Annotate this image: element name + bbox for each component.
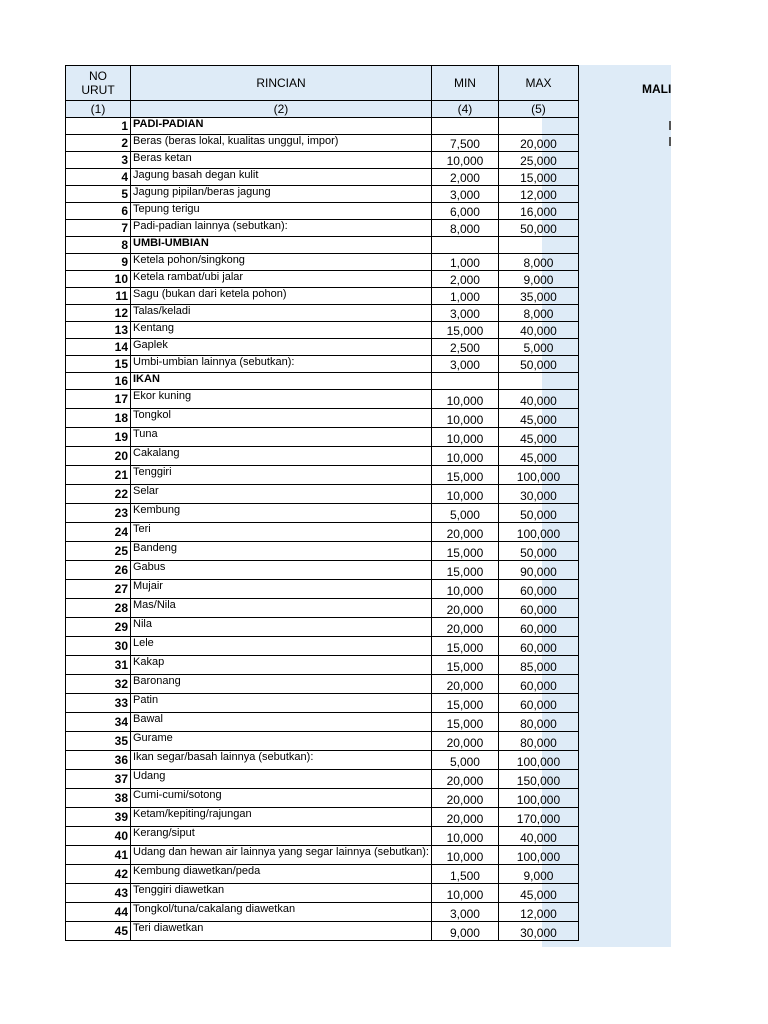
min-price-cell[interactable]: 5,000 [431, 504, 498, 523]
row-number-cell[interactable]: 1 [66, 118, 131, 135]
max-price-cell[interactable]: 45,000 [498, 409, 578, 428]
table-row [66, 390, 579, 409]
subheader-row [66, 101, 579, 118]
max-price-cell[interactable]: 50,000 [498, 220, 578, 237]
min-price-cell[interactable]: 10,000 [431, 447, 498, 466]
header-rincian[interactable]: RINCIAN [131, 66, 432, 101]
table-row [66, 884, 579, 903]
item-name-cell[interactable]: Kerang/siput [131, 827, 432, 846]
item-name-cell[interactable]: Jagung basah degan kulit [131, 169, 432, 186]
row-number-cell[interactable]: 18 [66, 409, 131, 428]
item-name-cell[interactable]: Kembung [131, 504, 432, 523]
price-table [65, 65, 579, 941]
item-name-cell[interactable]: Gurame [131, 732, 432, 751]
row-number-cell[interactable]: 12 [66, 305, 131, 322]
max-price-cell[interactable]: 150,000 [498, 770, 578, 789]
item-name-cell[interactable]: Tuna [131, 428, 432, 447]
item-name-cell[interactable]: Padi-padian lainnya (sebutkan): [131, 220, 432, 237]
item-name-cell[interactable]: Ketela rambat/ubi jalar [131, 271, 432, 288]
item-name-cell[interactable]: Sagu (bukan dari ketela pohon) [131, 288, 432, 305]
row-number-cell[interactable]: 25 [66, 542, 131, 561]
min-price-cell[interactable]: 15,000 [431, 322, 498, 339]
max-price-cell[interactable]: 45,000 [498, 884, 578, 903]
max-price-cell[interactable]: 80,000 [498, 713, 578, 732]
row-number-cell[interactable]: 36 [66, 751, 131, 770]
clipped-text-mark [669, 121, 671, 130]
min-price-cell[interactable]: 20,000 [431, 523, 498, 542]
table-row [66, 656, 579, 675]
max-price-cell[interactable]: 40,000 [498, 827, 578, 846]
row-number-cell[interactable]: 14 [66, 339, 131, 356]
row-number-cell[interactable]: 10 [66, 271, 131, 288]
max-price-cell[interactable]: 5,000 [498, 339, 578, 356]
row-number-cell[interactable]: 44 [66, 903, 131, 922]
row-number-cell[interactable]: 37 [66, 770, 131, 789]
row-number-cell[interactable]: 26 [66, 561, 131, 580]
row-number-cell[interactable]: 29 [66, 618, 131, 637]
min-price-cell[interactable]: 20,000 [431, 599, 498, 618]
row-number-cell[interactable]: 28 [66, 599, 131, 618]
table-row [66, 751, 579, 770]
header-max[interactable]: MAX [498, 66, 578, 101]
min-price-cell[interactable]: 7,500 [431, 135, 498, 152]
item-name-cell[interactable]: Udang dan hewan air lainnya yang segar lainnya (sebutkan): [131, 846, 432, 865]
min-price-cell[interactable]: 15,000 [431, 713, 498, 732]
max-price-cell[interactable]: 50,000 [498, 356, 578, 373]
min-price-cell[interactable]: 20,000 [431, 732, 498, 751]
item-name-cell[interactable]: Bawal [131, 713, 432, 732]
item-name-cell[interactable]: Udang [131, 770, 432, 789]
max-price-cell[interactable]: 60,000 [498, 694, 578, 713]
row-number-cell[interactable]: 27 [66, 580, 131, 599]
item-name-cell[interactable]: Kentang [131, 322, 432, 339]
max-price-cell[interactable]: 60,000 [498, 675, 578, 694]
row-number-cell[interactable]: 22 [66, 485, 131, 504]
price-table-sheet [65, 65, 579, 941]
table-row [66, 846, 579, 865]
max-price-cell[interactable]: 40,000 [498, 390, 578, 409]
category-cell[interactable]: UMBI-UMBIAN [131, 237, 432, 254]
max-price-cell[interactable] [498, 237, 578, 254]
row-number-cell[interactable]: 40 [66, 827, 131, 846]
row-number-cell[interactable]: 19 [66, 428, 131, 447]
min-price-cell[interactable]: 10,000 [431, 409, 498, 428]
min-price-cell[interactable]: 20,000 [431, 808, 498, 827]
max-price-cell[interactable]: 15,000 [498, 169, 578, 186]
max-price-cell[interactable]: 8,000 [498, 305, 578, 322]
max-price-cell[interactable]: 100,000 [498, 846, 578, 865]
table-row [66, 254, 579, 271]
row-number-cell[interactable]: 13 [66, 322, 131, 339]
max-price-cell[interactable]: 100,000 [498, 523, 578, 542]
table-row [66, 732, 579, 751]
min-price-cell[interactable]: 15,000 [431, 637, 498, 656]
item-name-cell[interactable]: Tenggiri diawetkan [131, 884, 432, 903]
min-price-cell[interactable]: 2,000 [431, 169, 498, 186]
table-row [66, 504, 579, 523]
min-price-cell[interactable]: 20,000 [431, 789, 498, 808]
subheader-max[interactable]: (5) [498, 101, 578, 118]
row-number-cell[interactable]: 23 [66, 504, 131, 523]
item-name-cell[interactable]: Ikan segar/basah lainnya (sebutkan): [131, 751, 432, 770]
max-price-cell[interactable]: 16,000 [498, 203, 578, 220]
min-price-cell[interactable]: 20,000 [431, 770, 498, 789]
max-price-cell[interactable]: 30,000 [498, 922, 578, 941]
min-price-cell[interactable]: 8,000 [431, 220, 498, 237]
table-row [66, 169, 579, 186]
item-name-cell[interactable]: Lele [131, 637, 432, 656]
item-name-cell[interactable]: Cumi-cumi/sotong [131, 789, 432, 808]
item-name-cell[interactable]: Bandeng [131, 542, 432, 561]
max-price-cell[interactable]: 60,000 [498, 618, 578, 637]
table-row [66, 903, 579, 922]
table-row [66, 865, 579, 884]
item-name-cell[interactable]: Gaplek [131, 339, 432, 356]
item-name-cell[interactable]: Mas/Nila [131, 599, 432, 618]
max-price-cell[interactable]: 100,000 [498, 466, 578, 485]
table-row [66, 135, 579, 152]
subheader-rincian[interactable]: (2) [131, 101, 432, 118]
table-row [66, 542, 579, 561]
max-price-cell[interactable]: 25,000 [498, 152, 578, 169]
row-number-cell[interactable]: 31 [66, 656, 131, 675]
min-price-cell[interactable]: 15,000 [431, 561, 498, 580]
header-min[interactable]: MIN [431, 66, 498, 101]
table-row [66, 118, 579, 135]
subheader-no[interactable]: (1) [66, 101, 131, 118]
table-row [66, 237, 579, 254]
min-price-cell[interactable]: 15,000 [431, 656, 498, 675]
table-row [66, 356, 579, 373]
clipped-text-mark [669, 137, 671, 146]
max-price-cell[interactable]: 85,000 [498, 656, 578, 675]
row-number-cell[interactable]: 33 [66, 694, 131, 713]
row-number-cell[interactable]: 9 [66, 254, 131, 271]
max-price-cell[interactable]: 45,000 [498, 428, 578, 447]
min-price-cell[interactable]: 3,000 [431, 305, 498, 322]
row-number-cell[interactable]: 41 [66, 846, 131, 865]
item-name-cell[interactable]: Kakap [131, 656, 432, 675]
item-name-cell[interactable]: Cakalang [131, 447, 432, 466]
table-row [66, 447, 579, 466]
row-number-cell[interactable]: 43 [66, 884, 131, 903]
table-row [66, 322, 579, 339]
min-price-cell[interactable]: 10,000 [431, 152, 498, 169]
max-price-cell[interactable]: 50,000 [498, 504, 578, 523]
side-panel-label: MALI [642, 82, 672, 96]
max-price-cell[interactable]: 100,000 [498, 751, 578, 770]
item-name-cell[interactable]: Tongkol [131, 409, 432, 428]
row-number-cell[interactable]: 3 [66, 152, 131, 169]
row-number-cell[interactable]: 8 [66, 237, 131, 254]
row-number-cell[interactable]: 2 [66, 135, 131, 152]
table-row [66, 186, 579, 203]
max-price-cell[interactable]: 50,000 [498, 542, 578, 561]
item-name-cell[interactable]: Beras ketan [131, 152, 432, 169]
table-row [66, 827, 579, 846]
row-number-cell[interactable]: 42 [66, 865, 131, 884]
max-price-cell[interactable] [498, 373, 578, 390]
max-price-cell[interactable]: 40,000 [498, 322, 578, 339]
item-name-cell[interactable]: Selar [131, 485, 432, 504]
table-row [66, 694, 579, 713]
min-price-cell[interactable]: 5,000 [431, 751, 498, 770]
min-price-cell[interactable]: 20,000 [431, 675, 498, 694]
row-number-cell[interactable]: 24 [66, 523, 131, 542]
table-row [66, 637, 579, 656]
min-price-cell[interactable]: 2,500 [431, 339, 498, 356]
subheader-min[interactable]: (4) [431, 101, 498, 118]
min-price-cell[interactable]: 10,000 [431, 827, 498, 846]
item-name-cell[interactable]: Baronang [131, 675, 432, 694]
min-price-cell[interactable]: 1,000 [431, 254, 498, 271]
table-row [66, 561, 579, 580]
category-cell[interactable]: IKAN [131, 373, 432, 390]
min-price-cell[interactable]: 10,000 [431, 390, 498, 409]
min-price-cell[interactable]: 3,000 [431, 186, 498, 203]
row-number-cell[interactable]: 30 [66, 637, 131, 656]
min-price-cell[interactable]: 10,000 [431, 884, 498, 903]
table-row [66, 789, 579, 808]
table-row [66, 523, 579, 542]
max-price-cell[interactable]: 170,000 [498, 808, 578, 827]
item-name-cell[interactable]: Umbi-umbian lainnya (sebutkan): [131, 356, 432, 373]
min-price-cell[interactable]: 2,000 [431, 271, 498, 288]
min-price-cell[interactable]: 15,000 [431, 694, 498, 713]
table-row [66, 373, 579, 390]
row-number-cell[interactable]: 34 [66, 713, 131, 732]
item-name-cell[interactable]: Talas/keladi [131, 305, 432, 322]
min-price-cell[interactable]: 9,000 [431, 922, 498, 941]
row-number-cell[interactable]: 39 [66, 808, 131, 827]
min-price-cell[interactable]: 10,000 [431, 580, 498, 599]
item-name-cell[interactable]: Tepung terigu [131, 203, 432, 220]
row-number-cell[interactable]: 21 [66, 466, 131, 485]
category-cell[interactable]: PADI-PADIAN [131, 118, 432, 135]
table-row [66, 580, 579, 599]
max-price-cell[interactable]: 45,000 [498, 447, 578, 466]
item-name-cell[interactable]: Nila [131, 618, 432, 637]
header-row [66, 66, 579, 101]
table-row [66, 220, 579, 237]
max-price-cell[interactable]: 60,000 [498, 580, 578, 599]
min-price-cell[interactable]: 15,000 [431, 466, 498, 485]
table-row [66, 618, 579, 637]
table-row [66, 152, 579, 169]
item-name-cell[interactable]: Patin [131, 694, 432, 713]
table-row [66, 466, 579, 485]
min-price-cell[interactable] [431, 373, 498, 390]
row-number-cell[interactable]: 35 [66, 732, 131, 751]
min-price-cell[interactable]: 10,000 [431, 485, 498, 504]
max-price-cell[interactable]: 9,000 [498, 865, 578, 884]
item-name-cell[interactable]: Beras (beras lokal, kualitas unggul, impor) [131, 135, 432, 152]
item-name-cell[interactable]: Gabus [131, 561, 432, 580]
max-price-cell[interactable]: 30,000 [498, 485, 578, 504]
row-number-cell[interactable]: 6 [66, 203, 131, 220]
header-no-urut[interactable]: NO URUT [66, 66, 131, 101]
table-row [66, 271, 579, 288]
min-price-cell[interactable]: 6,000 [431, 203, 498, 220]
row-number-cell[interactable]: 17 [66, 390, 131, 409]
max-price-cell[interactable]: 100,000 [498, 789, 578, 808]
max-price-cell[interactable]: 12,000 [498, 186, 578, 203]
max-price-cell[interactable]: 12,000 [498, 903, 578, 922]
row-number-cell[interactable]: 20 [66, 447, 131, 466]
min-price-cell[interactable] [431, 118, 498, 135]
max-price-cell[interactable]: 60,000 [498, 599, 578, 618]
table-row [66, 203, 579, 220]
table-row [66, 599, 579, 618]
item-name-cell[interactable]: Kembung diawetkan/peda [131, 865, 432, 884]
item-name-cell[interactable]: Ketam/kepiting/rajungan [131, 808, 432, 827]
item-name-cell[interactable]: Tenggiri [131, 466, 432, 485]
table-row [66, 485, 579, 504]
table-row [66, 339, 579, 356]
min-price-cell[interactable]: 3,000 [431, 356, 498, 373]
max-price-cell[interactable]: 90,000 [498, 561, 578, 580]
table-row [66, 305, 579, 322]
row-number-cell[interactable]: 32 [66, 675, 131, 694]
row-number-cell[interactable]: 15 [66, 356, 131, 373]
min-price-cell[interactable]: 1,500 [431, 865, 498, 884]
min-price-cell[interactable] [431, 237, 498, 254]
row-number-cell[interactable]: 45 [66, 922, 131, 941]
item-name-cell[interactable]: Ekor kuning [131, 390, 432, 409]
table-row [66, 288, 579, 305]
max-price-cell[interactable]: 9,000 [498, 271, 578, 288]
min-price-cell[interactable]: 10,000 [431, 428, 498, 447]
item-name-cell[interactable]: Ketela pohon/singkong [131, 254, 432, 271]
min-price-cell[interactable]: 1,000 [431, 288, 498, 305]
max-price-cell[interactable] [498, 118, 578, 135]
row-number-cell[interactable]: 7 [66, 220, 131, 237]
table-row [66, 675, 579, 694]
item-name-cell[interactable]: Teri [131, 523, 432, 542]
row-number-cell[interactable]: 4 [66, 169, 131, 186]
max-price-cell[interactable]: 60,000 [498, 637, 578, 656]
table-row [66, 428, 579, 447]
table-row [66, 922, 579, 941]
item-name-cell[interactable]: Mujair [131, 580, 432, 599]
max-price-cell[interactable]: 80,000 [498, 732, 578, 751]
min-price-cell[interactable]: 20,000 [431, 618, 498, 637]
table-row [66, 808, 579, 827]
max-price-cell[interactable]: 8,000 [498, 254, 578, 271]
max-price-cell[interactable]: 20,000 [498, 135, 578, 152]
item-name-cell[interactable]: Teri diawetkan [131, 922, 432, 941]
table-row [66, 713, 579, 732]
item-name-cell[interactable]: Tongkol/tuna/cakalang diawetkan [131, 903, 432, 922]
row-number-cell[interactable]: 11 [66, 288, 131, 305]
item-name-cell[interactable]: Jagung pipilan/beras jagung [131, 186, 432, 203]
table-row [66, 409, 579, 428]
row-number-cell[interactable]: 38 [66, 789, 131, 808]
min-price-cell[interactable]: 3,000 [431, 903, 498, 922]
row-number-cell[interactable]: 5 [66, 186, 131, 203]
row-number-cell[interactable]: 16 [66, 373, 131, 390]
max-price-cell[interactable]: 35,000 [498, 288, 578, 305]
min-price-cell[interactable]: 15,000 [431, 542, 498, 561]
table-row [66, 770, 579, 789]
min-price-cell[interactable]: 10,000 [431, 846, 498, 865]
